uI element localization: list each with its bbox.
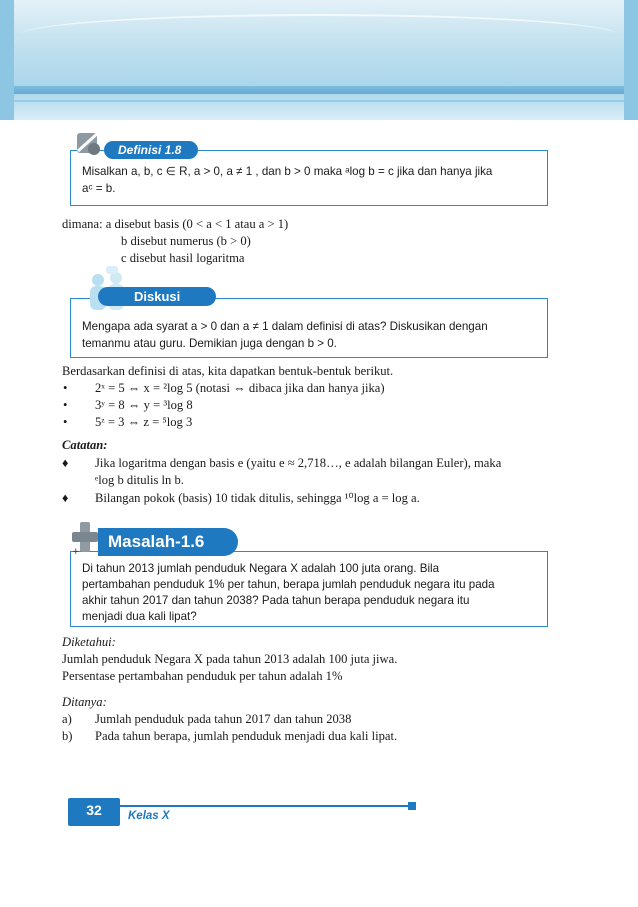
definisi-title: Definisi 1.8 <box>118 143 182 157</box>
footer-rule <box>70 805 414 807</box>
diskusi-title-tab <box>98 287 216 306</box>
ditanya-b-text: Pada tahun berapa, jumlah penduduk menjadi dua kali lipat. <box>95 729 398 743</box>
masalah-line-1: Di tahun 2013 jumlah penduduk Negara X adalah 100 juta orang. Bila <box>82 562 440 575</box>
catatan-item-1-line-1: Jika logaritma dengan basis e (yaitu e ≈ 2,718…, e adalah bilangan Euler), maka <box>95 456 502 470</box>
footer-book-label: Kelas X <box>128 810 170 822</box>
ditanya-b-label: b) <box>62 729 73 743</box>
diskusi-line-1: Mengapa ada syarat a > 0 dan a ≠ 1 dalam definisi di atas? Diskusikan dengan <box>82 320 488 333</box>
example-bullet-3: • <box>63 415 68 429</box>
header-stripe <box>0 86 638 94</box>
ditanya-a-label: a) <box>62 712 72 726</box>
definisi-line-2: aᶜ = b. <box>82 182 116 195</box>
catatan-item-2: Bilangan pokok (basis) 10 tidak ditulis, sehingga ¹⁰log a = log a. <box>95 491 420 505</box>
example-item-1: 2ˣ = 5 ⇔ x = ²log 5 (notasi ⇔ dibaca jika dan hanya jika) <box>95 381 385 395</box>
definisi-icon <box>74 127 104 159</box>
page-number-tab <box>68 798 120 826</box>
page-number: 32 <box>86 802 102 818</box>
definisi-line-1: Misalkan a, b, c ∈ R, a > 0, a ≠ 1 , dan b > 0 maka ᵃlog b = c jika dan hanya jika <box>82 165 493 178</box>
diketahui-line-1: Jumlah penduduk Negara X pada tahun 2013 adalah 100 juta jiwa. <box>62 652 398 666</box>
catatan-title: Catatan: <box>62 438 108 452</box>
example-item-3: 5ᶻ = 3 ⇔ z = ⁵log 3 <box>95 415 193 429</box>
svg-text:+: + <box>72 547 80 556</box>
ditanya-a-text: Jumlah penduduk pada tahun 2017 dan tahun 2038 <box>95 712 352 726</box>
diskusi-line-2: temanmu atau guru. Demikian juga dengan b > 0. <box>82 337 337 350</box>
masalah-title: Masalah-1.6 <box>108 532 205 551</box>
masalah-line-3: akhir tahun 2017 dan tahun 2038? Pada tahun berapa penduduk negara itu <box>82 594 470 607</box>
diketahui-line-2: Persentase pertambahan penduduk per tahun adalah 1% <box>62 669 343 683</box>
example-bullet-2: • <box>63 398 68 412</box>
ditanya-title: Ditanya: <box>62 695 107 709</box>
header-wave-decoration <box>20 14 618 56</box>
header-edge-left <box>0 0 14 120</box>
footer-rule-end <box>408 802 416 810</box>
masalah-tools-icon <box>70 520 100 556</box>
dimana-line-3: c disebut hasil logaritma <box>121 251 245 265</box>
examples-intro: Berdasarkan definisi di atas, kita dapatkan bentuk-bentuk berikut. <box>62 364 394 378</box>
dimana-line-2: b disebut numerus (b > 0) <box>121 234 251 248</box>
catatan-item-1-line-2: ᵉlog b ditulis ln b. <box>95 473 184 487</box>
example-bullet-1: • <box>63 381 68 395</box>
header-stripe-thin <box>0 100 638 102</box>
definisi-title-tab <box>104 141 198 159</box>
catatan-marker-2: ♦ <box>62 491 69 505</box>
masalah-line-2: pertambahan penduduk 1% per tahun, berapa jumlah penduduk negara itu pada <box>82 578 495 591</box>
example-item-2: 3ʸ = 8 ⇔ y = ³log 8 <box>95 398 193 412</box>
diskusi-title: Diskusi <box>134 289 181 304</box>
header-edge-right <box>624 0 638 120</box>
masalah-title-tab <box>98 528 238 556</box>
masalah-line-4: menjadi dua kali lipat? <box>82 610 197 623</box>
diketahui-title: Diketahui: <box>62 635 116 649</box>
catatan-marker-1: ♦ <box>62 456 69 470</box>
dimana-line-1: dimana: a disebut basis (0 < a < 1 atau a > 1) <box>62 217 289 231</box>
